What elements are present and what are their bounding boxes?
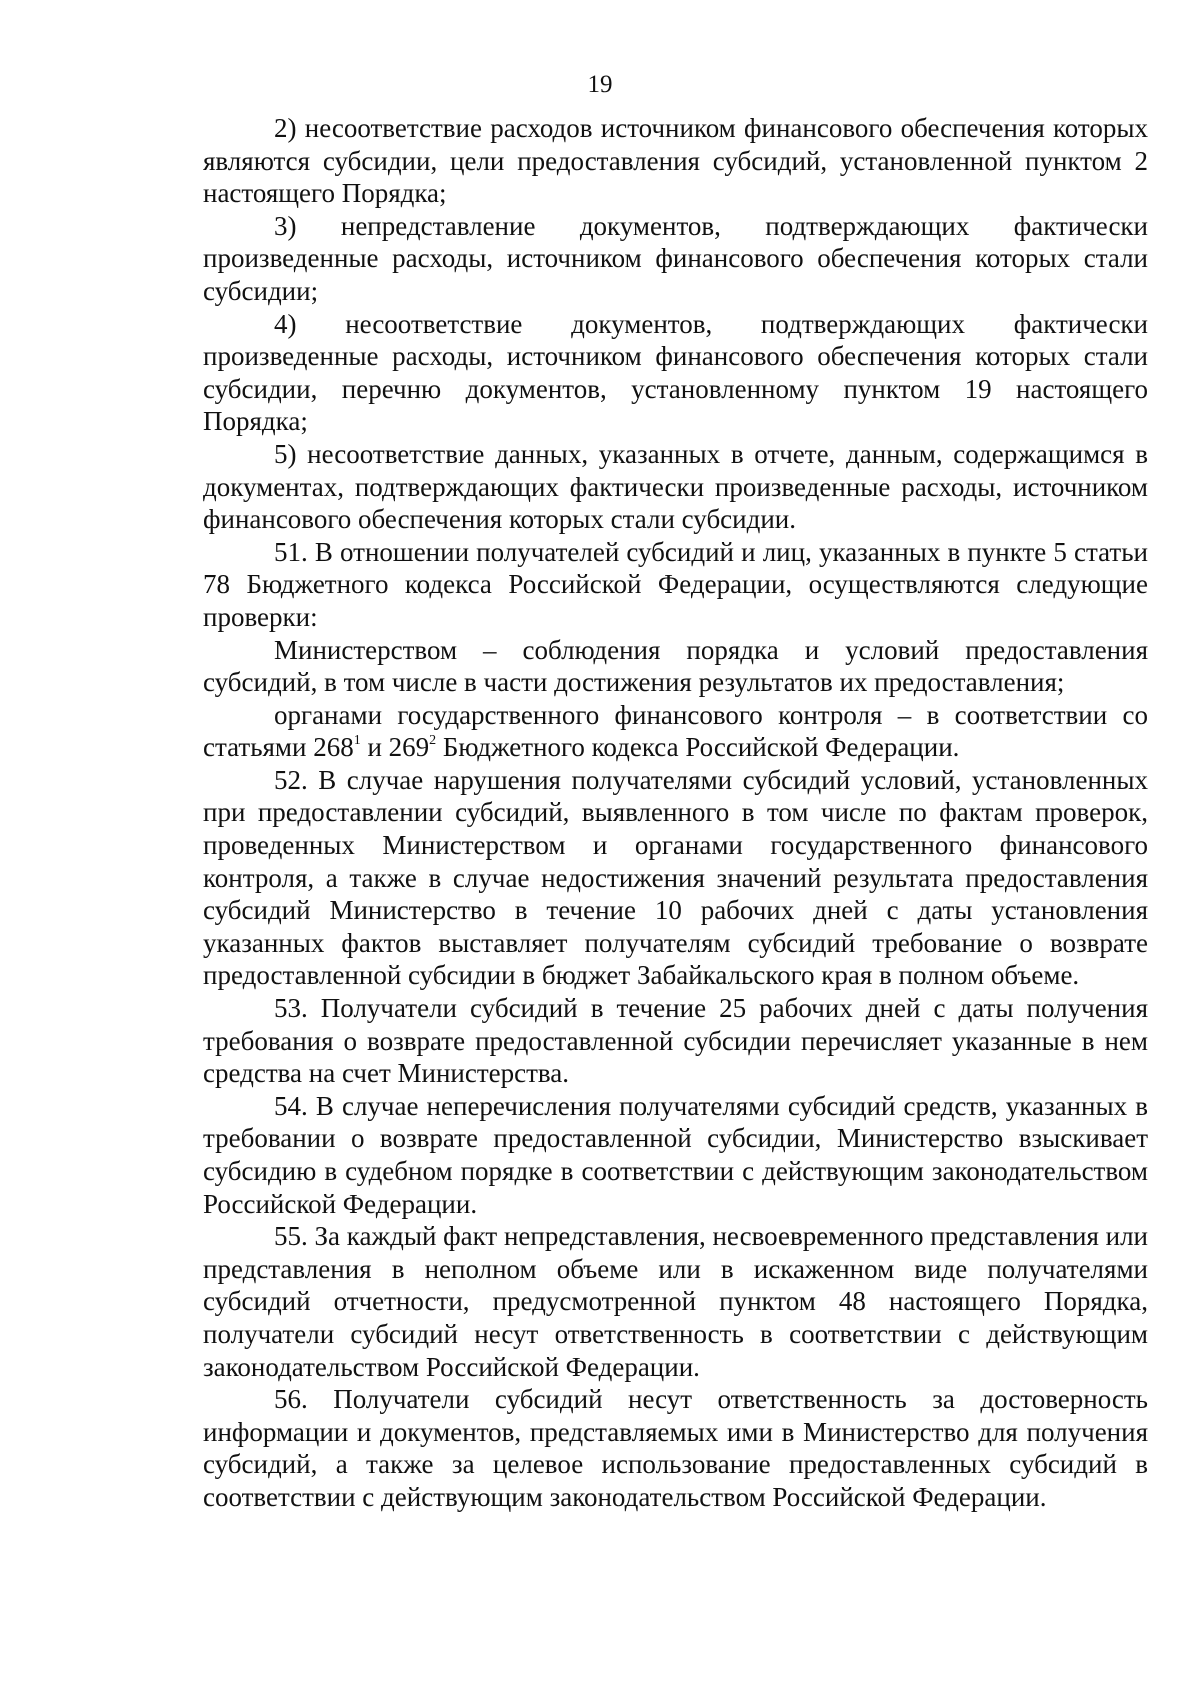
paragraph-53: 53. Получатели субсидий в течение 25 рабочих дней с даты получения требования о возврате предоставленной субсидии перечисляет указанные в нем средства на счет Министерства. [203,993,1148,1089]
paragraph-financial-control-part-1: органами государственного финансового контроля – в соответствии со статьями 268 [203,699,1148,763]
paragraph-ministry-checks: Министерством – соблюдения порядка и условий предоставления субсидий, в том числе в части достижения результатов их предоставления; [203,634,1148,698]
paragraph-54: 54. В случае неперечисления получателями субсидий средств, указанных в требовании о возврате предоставленной субсидии, Министерство взыскивает субсидию в судебном порядке в соответствии с действующим законодательством Российской Федерации. [203,1090,1148,1219]
paragraph-56: 56. Получатели субсидий несут ответственность за достоверность информации и документов, представляемых ими в Министерство для получения субсидий, а также за целевое использование предоставленных субсидий в соответствии с действующим законодательством Российской Федерации. [203,1384,1148,1512]
paragraph-item-3: 3) непредставление документов, подтверждающих фактически произведенные расходы, источником финансового обеспечения которых стали субсидии; [203,210,1148,306]
superscript-article-269: 2 [429,733,437,749]
paragraph-52: 52. В случае нарушения получателями субсидий условий, установленных при предоставлении субсидий, выявленного в том числе по фактам проверок, проведенных Министерством и органами государственного финансового контроля, а также в случае недостижения значений результата предоставления субсидий Министерство в течение 10 рабочих дней с даты установления указанных фактов выставляет получателям субсидий требование о возврате предоставленной субсидии в бюджет Забайкальского края в полном объеме. [203,764,1148,991]
paragraph-financial-control-part-2: и 269 [360,732,430,763]
superscript-article-268: 1 [353,733,361,749]
paragraph-item-4: 4) несоответствие документов, подтверждающих фактически произведенные расходы, источником финансового обеспечения которых стали субсидии, перечню документов, установленному пунктом 19 настоящего Порядка; [203,308,1148,437]
page-number: 19 [587,71,613,98]
paragraph-financial-control [203,699,1148,764]
paragraph-item-2: 2) несоответствие расходов источником финансового обеспечения которых являются субсидии, цели предоставления субсидий, установленной пунктом 2 настоящего Порядка; [203,113,1148,209]
paragraph-financial-control-part-3: Бюджетного кодекса Российской Федерации. [436,732,960,763]
paragraph-55: 55. За каждый факт непредставления, несвоевременного представления или представления в неполном объеме или в искаженном виде получателями субсидий отчетности, предусмотренной пунктом 48 настоящего Порядка, получатели субсидий несут ответственность в соответствии с действующим законодательством Российской Федерации. [203,1221,1149,1382]
paragraph-51: 51. В отношении получателей субсидий и лиц, указанных в пункте 5 статьи 78 Бюджетного кодекса Российской Федерации, осуществляются следующие проверки: [203,536,1148,632]
paragraph-item-5: 5) несоответствие данных, указанных в отчете, данным, содержащимся в документах, подтверждающих фактически произведенные расходы, источником финансового обеспечения которых стали субсидии. [203,438,1148,535]
document-body [203,112,1148,1514]
